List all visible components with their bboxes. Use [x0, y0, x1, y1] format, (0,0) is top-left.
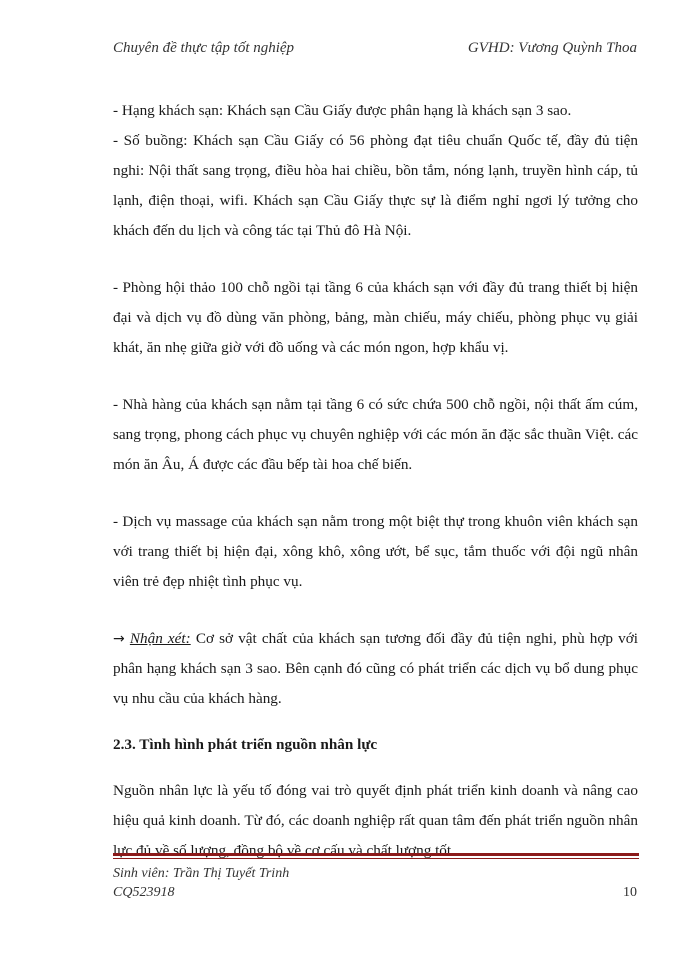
footer-student-id: CQ523918 [113, 885, 175, 900]
paragraph-human-resources: Nguồn nhân lực là yếu tố đóng vai trò quyết định phát triển kinh doanh và nâng cao hiệu quả kinh doanh. Từ đó, các doanh nghiệp rất quan tâm đến phát triển nguồn nhân lực đủ về số lượng, đồng bộ về cơ cấu và chất lượng tốt. [113, 782, 638, 859]
paragraph-conference-room: - Phòng hội thảo 100 chỗ ngồi tại tầng 6 của khách sạn với đầy đủ trang thiết bị hiện đại và dịch vụ đồ dùng văn phòng, bảng, màn chiếu, máy chiếu, phòng phục vụ giải khát, ăn nhẹ giữa giờ với đồ uống và các món ngon, hợp khẩu vị. [113, 279, 638, 356]
section-heading: 2.3. Tình hình phát triển nguồn nhân lực [113, 736, 378, 753]
paragraph-rooms: - Số buồng: Khách sạn Cầu Giấy có 56 phòng đạt tiêu chuẩn Quốc tế, đầy đủ tiện nghi: Nội thất sang trọng, điều hòa hai chiều, bồn tắm, nóng lạnh, truyền hình cáp, tủ lạnh, điện thoại, wifi. Khách sạn Cầu Giấy thực sự là điểm nghỉ ngơi lý tưởng cho khách đến du lịch và công tác tại Thủ đô Hà Nội. [113, 132, 638, 239]
document-body [113, 96, 638, 866]
header-course-title: Chuyên đề thực tập tốt nghiệp [113, 40, 295, 56]
remark-text: Cơ sở vật chất của khách sạn tương đối đầy đủ tiện nghi, phù hợp với phân hạng khách sạn 3 sao. Bên cạnh đó cũng có phát triển các dịch vụ bổ dung phục vụ nhu cầu của khách hàng. [113, 630, 638, 707]
page-number: 10 [623, 885, 637, 900]
paragraph-massage: - Dịch vụ massage của khách sạn nằm trong một biệt thự trong khuôn viên khách sạn với trang thiết bị hiện đại, xông khô, xông ướt, bể sục, tắm thuốc với đội ngũ nhân viên trẻ đẹp nhiệt tình phục vụ. [113, 513, 638, 590]
remark-label: Nhận xét: [129, 630, 191, 647]
footer-divider-thick [113, 853, 639, 856]
paragraph-remark [113, 624, 638, 714]
page-footer [113, 864, 637, 902]
page-header [113, 40, 637, 64]
header-advisor: GVHD: Vương Quỳnh Thoa [467, 40, 637, 56]
paragraph-restaurant: - Nhà hàng của khách sạn nằm tại tầng 6 có sức chứa 500 chỗ ngồi, nội thất ấm cúm, sang trọng, phong cách phục vụ chuyên nghiệp với các món ăn đặc sắc thuần Việt. các món ăn Âu, Á được các đầu bếp tài hoa chế biến. [113, 396, 638, 473]
arrow-right-icon: → [113, 631, 125, 647]
footer-divider-thin [113, 858, 639, 859]
footer-student-name: Sinh viên: Trần Thị Tuyết Trinh [113, 866, 290, 881]
paragraph-hotel-rating: - Hạng khách sạn: Khách sạn Cầu Giấy được phân hạng là khách sạn 3 sao. [113, 102, 572, 119]
